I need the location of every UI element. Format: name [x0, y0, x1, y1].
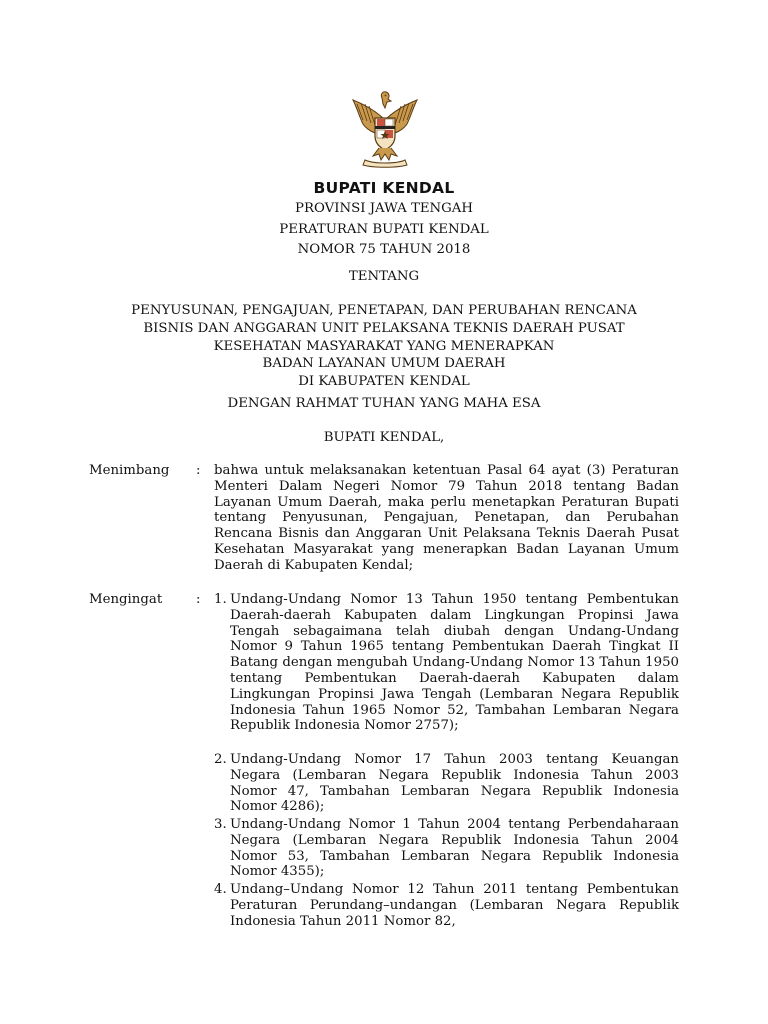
regulation-subject: [0, 302, 768, 391]
item-text: Undang-Undang Nomor 17 Tahun 2003 tentang Keuangan Negara (Lembaran Negara Republik Indonesia Tahun 2003 Nomor 47, Tambahan Lembaran Negara Republik Indonesia Nomor 4286);: [230, 752, 679, 815]
header-regulation: PERATURAN BUPATI KENDAL: [279, 221, 489, 237]
item-number: 4.: [214, 882, 227, 897]
garuda-emblem-icon: [349, 90, 421, 168]
mengingat-label: Mengingat: [89, 592, 163, 607]
subject-line: DI KABUPATEN KENDAL: [298, 374, 470, 390]
menimbang-text: bahwa untuk melaksanakan ketentuan Pasal 64 ayat (3) Peraturan Menteri Dalam Negeri Nomor 79 Tahun 2018 tentang Badan Layanan Umum Daerah, maka perlu menetapkan Peraturan Bupati tentang Penyusunan, Pengajuan, Penetapan, dan Perubahan Rencana Bisnis dan Anggaran Unit Pelaksana Teknis Daerah Pusat Kesehatan Masyarakat yang menerapkan Badan Layanan Umum Daerah di Kabupaten Kendal;: [214, 463, 679, 573]
subject-line: BADAN LAYANAN UMUM DAERAH: [262, 356, 506, 372]
header-number: NOMOR 75 TAHUN 2018: [297, 242, 471, 257]
item-number: 2.: [214, 752, 227, 767]
header-lines: [0, 199, 768, 261]
document-title: BUPATI KENDAL: [313, 179, 455, 197]
mengingat-item: [214, 752, 679, 815]
subject-line: BISNIS DAN ANGGARAN UNIT PELAKSANA TEKNIS DAERAH PUSAT: [143, 320, 625, 336]
mengingat-item: [214, 882, 679, 929]
item-number: 1.: [214, 592, 227, 607]
mengingat-item: [214, 592, 679, 734]
header-province: PROVINSI JAWA TENGAH: [295, 201, 473, 216]
item-text: Undang-Undang Nomor 1 Tahun 2004 tentang Perbendaharaan Negara (Lembaran Negara Republik Indonesia Tahun 2004 Nomor 53, Tambahan Lembaran Negara Republik Indonesia Nomor 4355);: [230, 817, 679, 880]
subject-line: KESEHATAN MASYARAKAT YANG MENERAPKAN: [213, 338, 555, 354]
item-text: Undang–Undang Nomor 12 Tahun 2011 tentang Pembentukan Peraturan Perundang–undangan (Lembaran Negara Republik Indonesia Tahun 2011 Nomor 82,: [230, 882, 679, 929]
item-text: Undang-Undang Nomor 13 Tahun 1950 tentang Pembentukan Daerah-daerah Kabupaten dalam Lingkungan Propinsi Jawa Tengah sebagaimana telah diubah dengan Undang-Undang Nomor 9 Tahun 1965 tentang Pembentukan Daerah Tingkat II Batang dengan mengubah Undang-Undang Nomor 13 Tahun 1950 tentang Pembentukan Daerah-daerah Kabupaten dalam Lingkungan Propinsi Jawa Tengah (Lembaran Negara Republik Indonesia Tahun 1965 Nomor 52, Tambahan Lembaran Negara Republik Indonesia Nomor 2757);: [230, 592, 679, 734]
mengingat-item: [214, 817, 679, 880]
menimbang-colon: :: [196, 463, 201, 478]
preamble-bupati: BUPATI KENDAL,: [323, 430, 445, 445]
subject-line: PENYUSUNAN, PENGAJUAN, PENETAPAN, DAN PERUBAHAN RENCANA: [131, 303, 637, 318]
menimbang-label: Menimbang: [89, 463, 170, 478]
tentang-heading: TENTANG: [348, 269, 420, 284]
preamble-rahmat: DENGAN RAHMAT TUHAN YANG MAHA ESA: [227, 396, 541, 411]
item-number: 3.: [214, 817, 227, 832]
mengingat-colon: :: [196, 592, 201, 607]
